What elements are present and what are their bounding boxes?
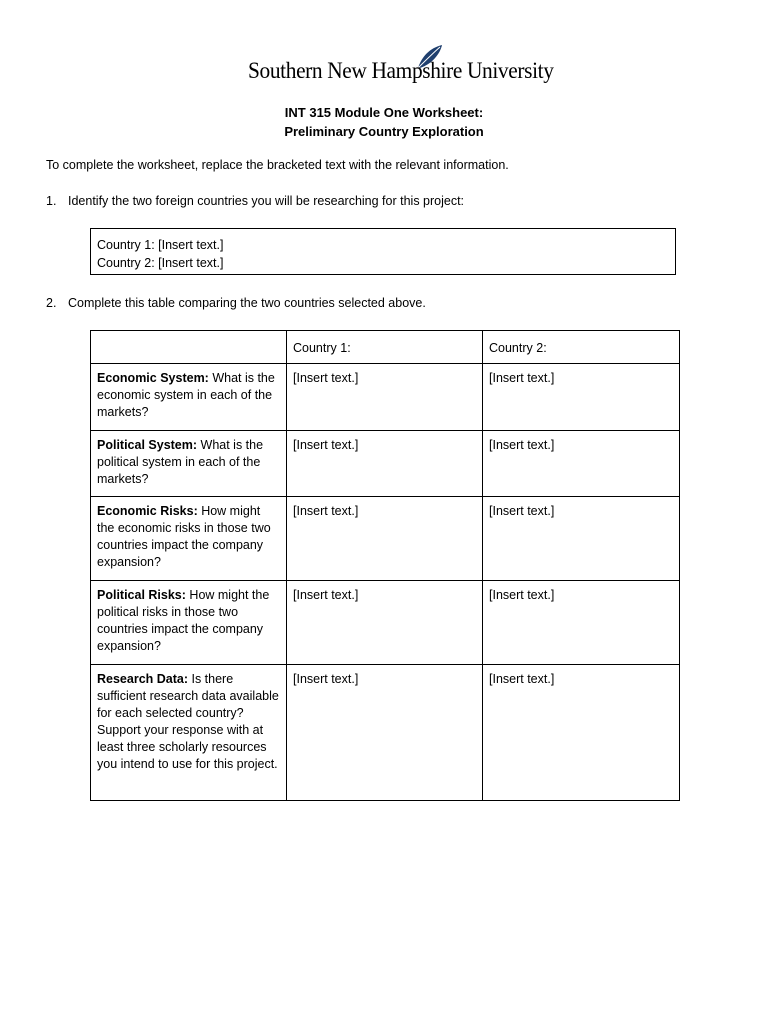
- row-label: Political Risks:: [97, 588, 186, 602]
- row-label-cell: [91, 581, 287, 665]
- comparison-table: [90, 330, 680, 801]
- row-description: How might the political risks in those two countries impact the company expansion?: [97, 588, 270, 653]
- worksheet-title: INT 315 Module One Worksheet:: [284, 105, 484, 120]
- row-label-cell: [91, 497, 287, 581]
- worksheet-subtitle: Preliminary Country Exploration: [284, 124, 484, 139]
- intro-text: To complete the worksheet, replace the bracketed text with the relevant information.: [46, 158, 509, 172]
- table-row: [91, 665, 680, 801]
- row-description: How might the economic risks in those two countries impact the company expansion?: [97, 504, 271, 569]
- table-row: [91, 431, 680, 497]
- country-1-cell[interactable]: [Insert text.]: [287, 497, 483, 581]
- row-label: Political System:: [97, 438, 198, 452]
- row-label: Economic System:: [97, 371, 209, 385]
- question-1-number: 1.: [46, 194, 57, 208]
- logo-text: Southern New Hampshire University: [248, 58, 554, 83]
- table-row: [91, 581, 680, 665]
- country-2-cell[interactable]: [Insert text.]: [483, 431, 680, 497]
- country-2-cell[interactable]: [Insert text.]: [483, 581, 680, 665]
- row-description: What is the economic system in each of the markets?: [97, 371, 275, 419]
- row-label: Research Data:: [97, 672, 189, 686]
- table-row: [91, 497, 680, 581]
- row-label-cell: [91, 364, 287, 431]
- university-logo: [244, 44, 554, 92]
- question-1-text: Identify the two foreign countries you will be researching for this project:: [68, 194, 465, 208]
- row-description: Is there sufficient research data available for each selected country? Support your response with at least three scholarly resources you intend to use for this project.: [97, 672, 279, 771]
- table-header-row: [91, 331, 680, 364]
- question-2: [46, 296, 426, 310]
- country-entry-box[interactable]: [90, 228, 676, 275]
- country-1-cell[interactable]: [Insert text.]: [287, 581, 483, 665]
- question-1: [46, 194, 464, 208]
- country-2-cell[interactable]: [Insert text.]: [483, 665, 680, 801]
- question-2-text: Complete this table comparing the two countries selected above.: [68, 296, 426, 310]
- row-label-cell: [91, 665, 287, 801]
- country-2-cell[interactable]: [Insert text.]: [483, 364, 680, 431]
- country-1-cell[interactable]: [Insert text.]: [287, 364, 483, 431]
- question-2-number: 2.: [46, 296, 57, 310]
- country-1-field[interactable]: Country 1: [Insert text.]: [97, 238, 224, 252]
- country-2-field[interactable]: Country 2: [Insert text.]: [97, 256, 224, 270]
- row-description: What is the political system in each of the markets?: [97, 438, 264, 486]
- header-cell-blank: [91, 331, 287, 364]
- header-cell-country-1: Country 1:: [287, 331, 483, 364]
- country-1-cell[interactable]: [Insert text.]: [287, 665, 483, 801]
- header-cell-country-2: Country 2:: [483, 331, 680, 364]
- table-row: [91, 364, 680, 431]
- row-label-cell: [91, 431, 287, 497]
- country-1-cell[interactable]: [Insert text.]: [287, 431, 483, 497]
- row-label: Economic Risks:: [97, 504, 198, 518]
- country-2-cell[interactable]: [Insert text.]: [483, 497, 680, 581]
